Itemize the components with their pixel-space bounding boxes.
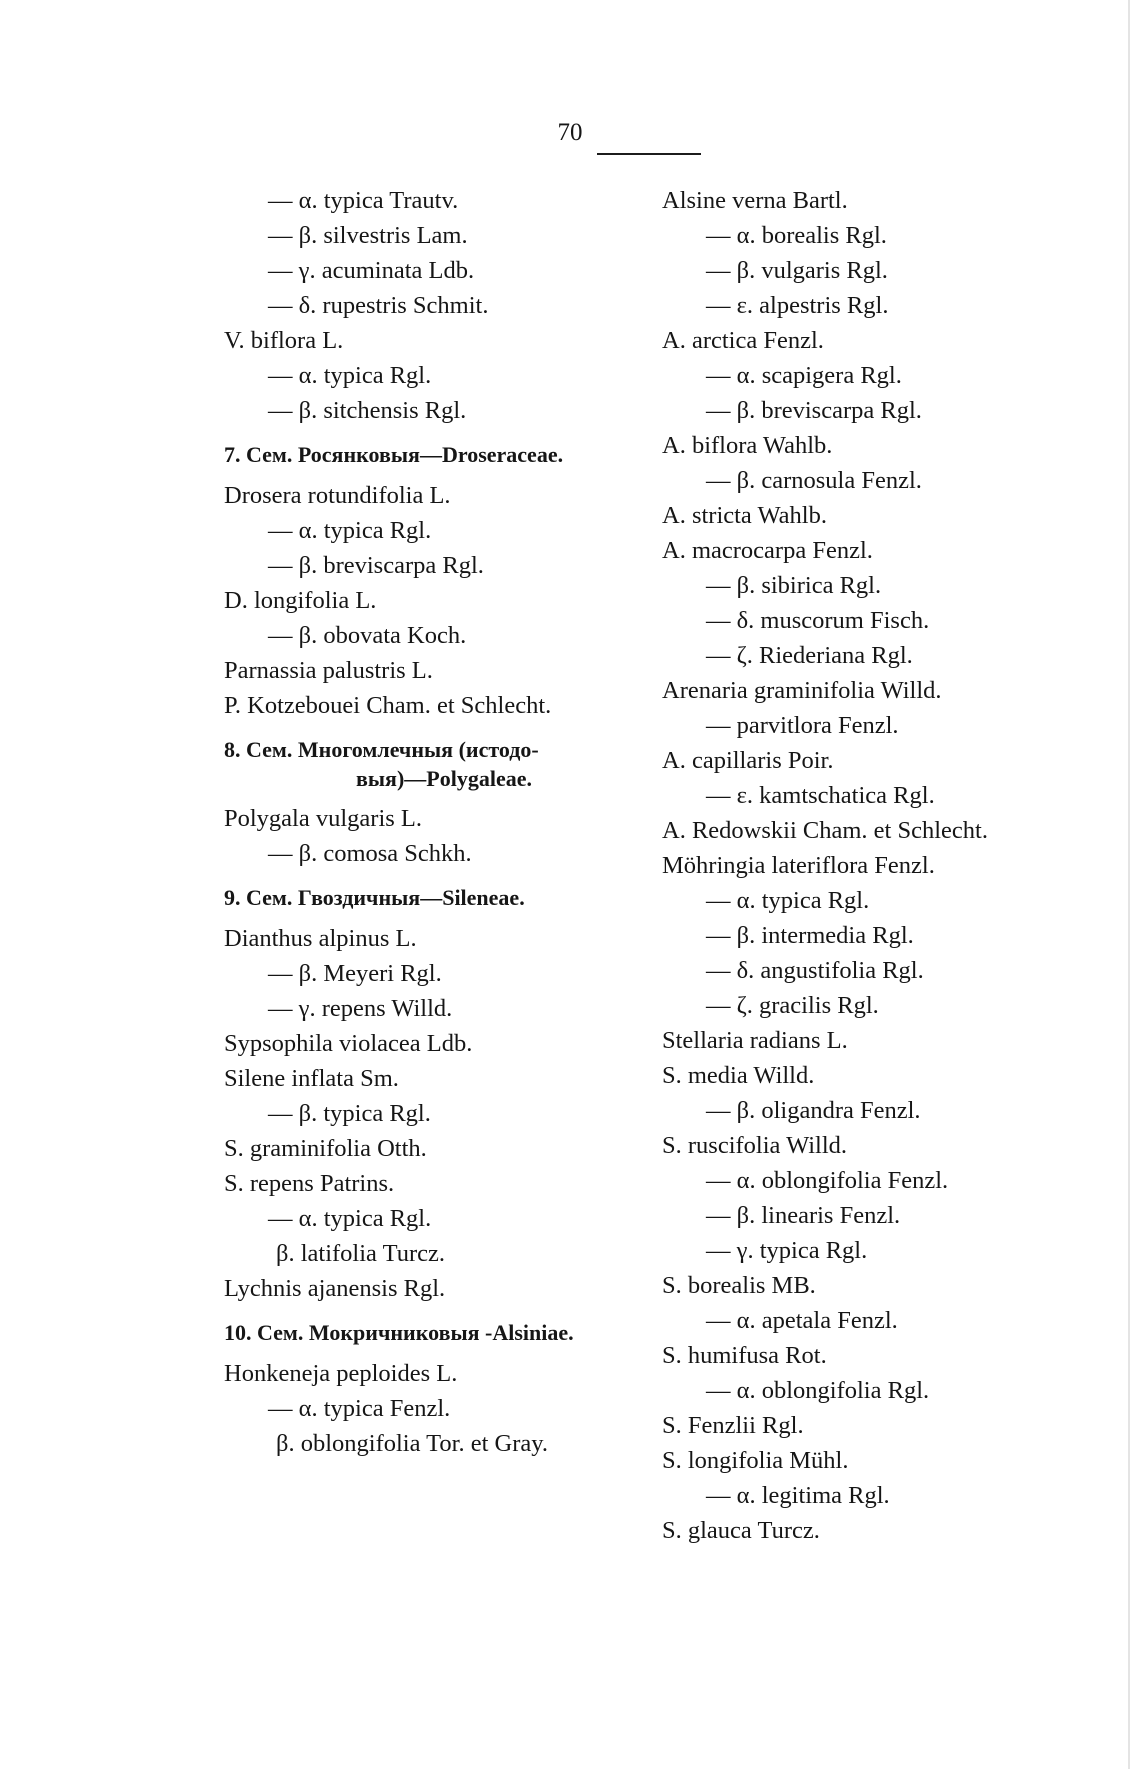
list-item: Stellaria radians L. — [662, 1027, 848, 1054]
list-item: Parnassia palustris L. — [224, 657, 433, 684]
list-item: S. borealis MB. — [662, 1272, 816, 1299]
list-item: — ε. kamtschatica Rgl. — [706, 782, 935, 809]
list-item: — parvitlora Fenzl. — [706, 712, 899, 739]
list-item: — α. typica Rgl. — [268, 362, 432, 389]
list-item: — δ. angustifolia Rgl. — [706, 957, 924, 984]
list-item: Polygala vulgaris L. — [224, 805, 423, 832]
list-item: A. macrocarpa Fenzl. — [662, 537, 873, 564]
left-column — [224, 183, 660, 1461]
list-item: — γ. typica Rgl. — [706, 1237, 868, 1264]
list-item: — α. scapigera Rgl. — [706, 362, 902, 389]
list-item: Silene inflata Sm. — [224, 1065, 399, 1092]
list-item: — β. obovata Koch. — [268, 622, 467, 649]
list-item: Arenaria graminifolia Willd. — [662, 677, 942, 704]
list-item: — γ. repens Willd. — [268, 995, 453, 1022]
page-number: 70 — [557, 119, 583, 146]
list-item: — ε. alpestris Rgl. — [706, 292, 889, 319]
list-item: — ζ. Riederiana Rgl. — [706, 642, 913, 669]
family-heading: 9. Сем. Гвоздичныя—Sileneae. — [224, 885, 525, 910]
list-item: — β. breviscarpa Rgl. — [706, 397, 922, 424]
list-item: — β. typica Rgl. — [268, 1100, 431, 1127]
family-heading: 7. Сем. Росянковыя—Droseraceae. — [224, 442, 564, 467]
list-item: — β. linearis Fenzl. — [706, 1202, 901, 1229]
list-item: Drosera rotundifolia L. — [224, 482, 451, 509]
list-item: — α. legitima Rgl. — [706, 1482, 890, 1509]
list-item: — α. typica Fenzl. — [268, 1395, 451, 1422]
list-item: S. humifusa Rot. — [662, 1342, 827, 1369]
list-item: — β. Meyeri Rgl. — [268, 960, 442, 987]
list-item: A. Redowskii Cham. et Schlecht. — [662, 817, 988, 844]
list-item: — β. breviscarpa Rgl. — [268, 552, 484, 579]
list-item: Sypsophila violacea Ldb. — [224, 1030, 473, 1057]
list-item: Lychnis ajanensis Rgl. — [224, 1275, 446, 1302]
list-item: — α. typica Trautv. — [268, 187, 459, 214]
list-item: Dianthus alpinus L. — [224, 925, 417, 952]
list-item: β. latifolia Turcz. — [276, 1240, 445, 1267]
family-heading-line: 8. Сем. Многомлечныя (истодо- — [224, 737, 539, 762]
list-item: A. biflora Wahlb. — [662, 432, 833, 459]
list-item: — β. vulgaris Rgl. — [706, 257, 888, 284]
list-item: S. glauca Turcz. — [662, 1517, 820, 1544]
page-number-rule — [597, 153, 701, 155]
list-item: — α. typica Rgl. — [268, 517, 432, 544]
list-item: S. graminifolia Otth. — [224, 1135, 427, 1162]
list-item: S. Fenzlii Rgl. — [662, 1412, 804, 1439]
list-item: — α. typica Rgl. — [706, 887, 870, 914]
list-item: A. capillaris Poir. — [662, 747, 834, 774]
list-item: Alsine verna Bartl. — [662, 187, 848, 214]
page-edge-line — [1128, 0, 1130, 1769]
list-item: — β. oligandra Fenzl. — [706, 1097, 921, 1124]
list-item: — γ. acuminata Ldb. — [268, 257, 475, 284]
list-item: — β. sitchensis Rgl. — [268, 397, 467, 424]
list-item: β. oblongifolia Tor. et Gray. — [276, 1430, 549, 1457]
list-item: — β. intermedia Rgl. — [706, 922, 914, 949]
list-item: — α. apetala Fenzl. — [706, 1307, 898, 1334]
family-heading-line: выя)—Polygaleae. — [356, 766, 532, 791]
list-item: — δ. rupestris Schmit. — [268, 292, 489, 319]
right-column — [662, 183, 1102, 1548]
list-item: P. Kotzebouei Cham. et Schlecht. — [224, 692, 552, 719]
list-item: — β. silvestris Lam. — [268, 222, 468, 249]
family-heading — [224, 735, 664, 793]
list-item: — α. typica Rgl. — [268, 1205, 432, 1232]
list-item: A. arctica Fenzl. — [662, 327, 824, 354]
list-item: — α. oblongifolia Fenzl. — [706, 1167, 949, 1194]
list-item: A. stricta Wahlb. — [662, 502, 827, 529]
list-item: S. repens Patrins. — [224, 1170, 395, 1197]
list-item: — α. oblongifolia Rgl. — [706, 1377, 930, 1404]
list-item: Möhringia lateriflora Fenzl. — [662, 852, 935, 879]
list-item: — β. comosa Schkh. — [268, 840, 472, 867]
list-item: Honkeneja peploides L. — [224, 1360, 458, 1387]
list-item: S. ruscifolia Willd. — [662, 1132, 848, 1159]
list-item: — δ. muscorum Fisch. — [706, 607, 930, 634]
list-item: — ζ. gracilis Rgl. — [706, 992, 879, 1019]
family-heading: 10. Сем. Мокричниковыя -Alsiniae. — [224, 1320, 574, 1345]
list-item: — β. carnosula Fenzl. — [706, 467, 922, 494]
list-item: — α. borealis Rgl. — [706, 222, 887, 249]
list-item: S. longifolia Mühl. — [662, 1447, 849, 1474]
list-item: D. longifolia L. — [224, 587, 377, 614]
list-item: — β. sibirica Rgl. — [706, 572, 882, 599]
list-item: V. biflora L. — [224, 327, 344, 354]
list-item: S. media Willd. — [662, 1062, 815, 1089]
